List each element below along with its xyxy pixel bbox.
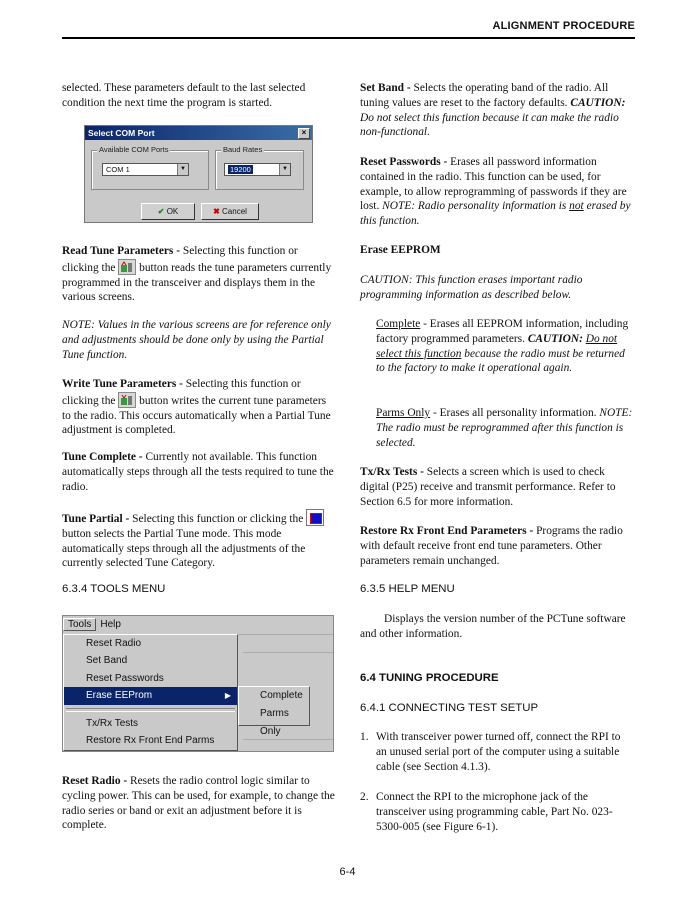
help-text: Displays the version number of the PCTune software and other information. — [360, 613, 626, 640]
read-tune-button-icon[interactable] — [118, 259, 136, 275]
erase-eeprom-section — [360, 243, 634, 258]
reset-radio-section — [62, 774, 336, 833]
step-number: 1. — [360, 731, 369, 743]
txrx-section — [360, 465, 634, 509]
tune-partial-title: Tune Partial - — [62, 513, 130, 525]
reset-radio-paragraph — [62, 774, 336, 833]
tune-partial-paragraph — [62, 509, 336, 571]
erase-caution: CAUTION: This function erases important radio programming information as described below. — [360, 274, 583, 301]
help-heading-wrap — [360, 582, 634, 597]
checkmark-icon: ✔ — [157, 207, 165, 216]
read-tune-text-1: Selecting this function or clicking the — [62, 245, 298, 274]
menu-help[interactable]: Help — [100, 619, 121, 630]
connect-heading-wrap — [360, 701, 634, 716]
step-text: Connect the RPI to the microphone jack of the transceiver using programming cable, Part No. 023-5300-005 (see Figure 6-1). — [376, 791, 613, 833]
set-band-title: Set Band - — [360, 82, 411, 94]
left-intro — [62, 81, 336, 111]
step-2 — [360, 790, 634, 834]
list-item — [360, 730, 634, 774]
write-tune-text-2: button writes the current tune parameters to the radio. This occurs automatically when a Partial Tune adjustment is completed. — [62, 394, 331, 437]
menu-item-reset-passwords[interactable]: Reset Passwords — [86, 672, 164, 684]
reset-passwords-note-end: erased by this function. — [360, 200, 631, 228]
reset-passwords-note: NOTE: Radio personality information is — [382, 200, 570, 213]
help-text-section — [360, 612, 634, 642]
reset-passwords-note-not: not — [569, 200, 584, 213]
cancel-x-icon: ✖ — [213, 207, 220, 216]
complete-paragraph — [360, 317, 634, 376]
tools-dropdown — [63, 634, 238, 751]
baud-rate-value: 19200 — [230, 165, 251, 174]
chevron-down-icon[interactable]: ▼ — [279, 164, 290, 175]
baud-rates-group — [215, 145, 304, 190]
tune-partial-text-1: Selecting this function or clicking the — [129, 513, 307, 525]
txrx-paragraph — [360, 465, 634, 509]
submenu-item-parms-only[interactable]: Parms Only — [260, 708, 289, 737]
ok-button[interactable] — [141, 203, 195, 220]
running-header: ALIGNMENT PROCEDURE — [492, 20, 635, 32]
set-band-caution-label: CAUTION: — [570, 96, 626, 109]
tune-partial-text-2: button selects the Partial Tune mode. This mode automatically steps through all the adjustments of the currently selected Tune Category. — [62, 527, 306, 570]
set-band-paragraph — [360, 81, 634, 140]
erase-eeprom-submenu — [238, 686, 310, 737]
read-tune-title: Read Tune Parameters - — [62, 245, 181, 257]
select-com-port-dialog — [84, 125, 313, 223]
ok-label: OK — [166, 207, 179, 216]
tools-menu-heading: 6.3.4 TOOLS MENU — [62, 583, 166, 595]
parms-only-note: NOTE: The radio must be reprogrammed after this function is selected. — [376, 407, 633, 449]
parms-only-text: - Erases all personality information. — [430, 407, 600, 419]
tune-complete-title: Tune Complete - — [62, 451, 143, 463]
complete-section — [360, 317, 634, 376]
menu-item-txrx-tests[interactable]: Tx/Rx Tests — [86, 717, 139, 729]
menu-item-restore-rx[interactable]: Restore Rx Front End Parms — [86, 734, 215, 746]
note-section — [62, 318, 336, 362]
tools-menu-screenshot — [62, 615, 334, 752]
read-tune-text-2: button reads the tune parameters currently programmed in the transceiver and displays them in the various screens. — [62, 261, 332, 304]
tune-complete-section — [62, 450, 336, 494]
connecting-test-setup-heading: 6.4.1 CONNECTING TEST SETUP — [360, 702, 539, 714]
baud-rates-label: Baud Rates — [223, 145, 263, 154]
tune-complete-text: Currently not available. This function automatically steps through all the tests required to tune the radio. — [62, 451, 334, 493]
txrx-text: Selects a screen which is used to check digital (P25) receive and transmit performance. Refer to Section 6.5 for more information. — [360, 466, 616, 508]
tuning-procedure-heading: 6.4 TUNING PROCEDURE — [360, 672, 499, 684]
step-1 — [360, 730, 634, 774]
write-tune-button-icon[interactable] — [118, 392, 136, 408]
write-tune-section — [62, 377, 336, 438]
intro-text: selected. These parameters default to the last selected condition the next time the program is started. — [62, 82, 306, 109]
background-divider — [243, 739, 333, 740]
com-port-select[interactable] — [102, 163, 189, 176]
set-band-section — [360, 81, 634, 140]
submenu-arrow-icon: ▶ — [224, 691, 231, 701]
write-tune-title: Write Tune Parameters - — [62, 378, 183, 390]
reset-passwords-text: Erases all password information contained in the radio. This function can be used, for example, to allow reprogramming of passwords if they are lost. — [360, 156, 627, 213]
set-band-text: Selects the operating band of the radio. All tuning values are reset to the factory defaults. — [360, 82, 609, 109]
set-band-caution-text: Do not select this function because it can make the radio non-functional. — [360, 111, 619, 139]
list-item — [360, 790, 634, 834]
complete-caution-label: CAUTION: — [527, 332, 583, 345]
help-menu-heading: 6.3.5 HELP MENU — [360, 583, 455, 595]
read-tune-paragraph — [62, 244, 336, 305]
erase-caution-section — [360, 273, 634, 303]
reset-radio-text: Resets the radio control logic similar to cycling power. This can be used, for example, to change the radio series or band or exit an adjustment before it is complete. — [62, 775, 335, 832]
restore-text: Programs the radio with default receive front end tune parameters. Other parameters remain unchanged. — [360, 525, 623, 567]
restore-title: Restore Rx Front End Parameters - — [360, 525, 534, 537]
parms-only-label: Parms Only — [376, 407, 431, 419]
page-number: 6-4 — [339, 866, 356, 878]
write-tune-paragraph — [62, 377, 336, 438]
tools-heading-wrap — [62, 582, 336, 597]
step-text: With transceiver power turned off, connect the RPI to an unused serial port of the computer using a suitable cable (see Section 4.1.3). — [376, 731, 621, 773]
com-ports-group — [91, 145, 209, 190]
cancel-label: Cancel — [222, 207, 247, 216]
menu-tools[interactable]: Tools — [63, 618, 96, 631]
reference-note: NOTE: Values in the various screens are for reference only and adjustments should be done only by using the Partial Tune function. — [62, 319, 331, 361]
complete-text: - Erases all EEPROM information, including factory programmed parameters. — [376, 318, 629, 345]
erase-eeprom-label: Erase EEProm — [86, 690, 153, 702]
reset-passwords-title: Reset Passwords - — [360, 156, 448, 168]
baud-rate-select[interactable] — [224, 163, 291, 176]
tuning-heading-wrap — [360, 671, 634, 686]
restore-paragraph — [360, 524, 634, 568]
reset-radio-title: Reset Radio - — [62, 775, 128, 787]
header-rule — [62, 37, 635, 39]
restore-section — [360, 524, 634, 568]
submenu-item-complete[interactable]: Complete — [260, 690, 303, 701]
com-ports-label: Available COM Ports — [99, 145, 169, 154]
menu-item-reset-radio[interactable]: Reset Radio — [86, 638, 142, 649]
menu-item-erase-eeprom[interactable] — [64, 687, 237, 704]
com-port-value: COM 1 — [106, 165, 130, 174]
reset-passwords-section — [360, 155, 634, 229]
parms-only-paragraph — [360, 406, 634, 450]
background-divider — [243, 652, 333, 653]
menu-bar — [63, 616, 333, 635]
txrx-title: Tx/Rx Tests - — [360, 466, 424, 478]
close-icon[interactable]: × — [298, 128, 310, 139]
reset-passwords-paragraph — [360, 155, 634, 229]
complete-caution-rest: because the radio must be returned to the factory to make it operational again. — [376, 347, 625, 375]
menu-separator — [66, 708, 235, 712]
tune-partial-button-icon[interactable] — [306, 509, 324, 526]
complete-caution-underlined: Do not select this function — [376, 332, 618, 360]
dialog-title — [85, 126, 312, 140]
step-number: 2. — [360, 791, 369, 803]
tune-partial-section — [62, 509, 336, 571]
parms-only-section — [360, 406, 634, 450]
menu-item-set-band[interactable]: Set Band — [86, 655, 128, 667]
dialog-title-text: Select COM Port — [88, 128, 155, 138]
cancel-button[interactable] — [201, 203, 259, 220]
complete-label: Complete — [376, 318, 421, 330]
erase-eeprom-title: Erase EEPROM — [360, 244, 441, 256]
tune-complete-paragraph — [62, 450, 336, 494]
read-tune-section — [62, 244, 336, 305]
write-tune-text-1: Selecting this function or clicking the — [62, 378, 301, 407]
chevron-down-icon[interactable]: ▼ — [177, 164, 188, 175]
